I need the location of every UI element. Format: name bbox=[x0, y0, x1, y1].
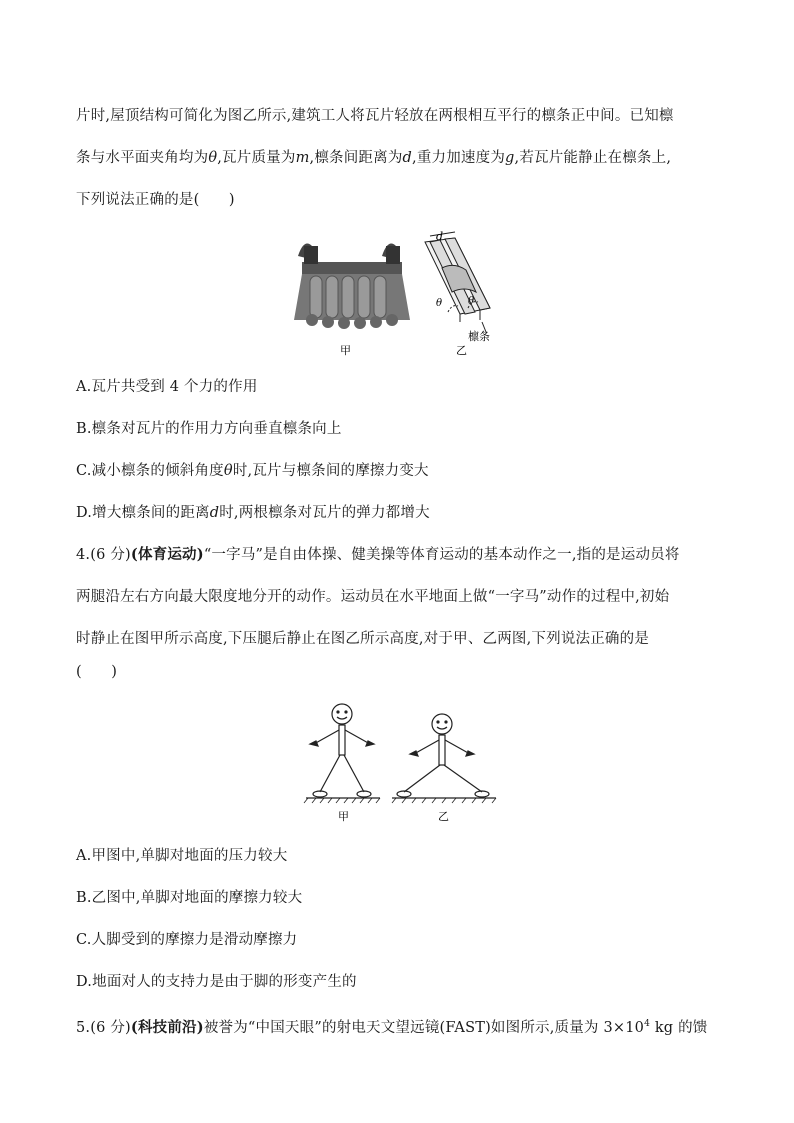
fig-label-theta-1: θ bbox=[436, 298, 443, 309]
roof-illustration bbox=[294, 244, 410, 329]
q3-option-a: A.瓦片共受到 4 个力的作用 bbox=[76, 379, 258, 395]
q3-figure bbox=[290, 228, 510, 358]
q4-stem-line-2: 两腿沿左右方向最大限度地分开的动作。运动员在水平地面上做“一字马”动作的过程中,初始 bbox=[76, 589, 670, 605]
q4-option-a: A.甲图中,单脚对地面的压力较大 bbox=[76, 848, 288, 864]
fig-label-purlin: 檩条 bbox=[468, 330, 490, 343]
q3-option-c: C.减小檩条的倾斜角度θ时,瓦片与檩条间的摩擦力变大 bbox=[76, 463, 429, 479]
fig-caption-yi: 乙 bbox=[438, 810, 449, 823]
distance-symbol: d bbox=[402, 150, 413, 166]
q5-exponent: 4 bbox=[644, 1019, 651, 1029]
fig-label-theta-2: θ bbox=[468, 296, 475, 307]
q4-tag: (体育运动) bbox=[130, 546, 204, 563]
q4-stem-line-4: ( ) bbox=[76, 664, 118, 680]
q4-option-c: C.人脚受到的摩擦力是滑动摩擦力 bbox=[76, 932, 298, 948]
q3-stem-line-1: 片时,屋顶结构可简化为图乙所示,建筑工人将瓦片轻放在两根相互平行的檩条正中间。已知檩 bbox=[76, 108, 674, 124]
fig-caption-jia: 甲 bbox=[340, 344, 351, 357]
q5-number: 5.(6 分) bbox=[76, 1019, 131, 1036]
q3-stem-line-2: 条与水平面夹角均为θ,瓦片质量为m,檩条间距离为d,重力加速度为g,若瓦片能静止在檩条上, bbox=[76, 150, 672, 166]
purlin-diagram bbox=[425, 232, 490, 332]
mass-symbol: m bbox=[295, 150, 310, 166]
q3-stem-line-3: 下列说法正确的是( ) bbox=[76, 192, 235, 208]
q4-option-b: B.乙图中,单脚对地面的摩擦力较大 bbox=[76, 890, 303, 906]
theta-symbol: θ bbox=[208, 150, 218, 166]
q4-number: 4.(6 分) bbox=[76, 547, 131, 563]
q4-stem-line-1: 4.(6 分)(体育运动)“一字马”是自由体操、健美操等体育运动的基本动作之一,指的是运动员将 bbox=[76, 546, 680, 563]
q4-stem-line-3: 时静止在图甲所示高度,下压腿后静止在图乙所示高度,对于甲、乙两图,下列说法正确的是 bbox=[76, 631, 650, 647]
q5-tag: (科技前沿) bbox=[130, 1018, 204, 1036]
fig-label-d: d bbox=[436, 230, 444, 243]
q4-figure bbox=[300, 700, 500, 825]
stick-figure-jia bbox=[304, 704, 380, 803]
q4-option-d: D.地面对人的支持力是由于脚的形变产生的 bbox=[76, 974, 357, 990]
stick-figure-yi bbox=[392, 714, 496, 803]
q5-stem-line-1: 5.(6 分)(科技前沿)被誉为“中国天眼”的射电天文望远镜(FAST)如图所示,质量为 $3\times 10^4$ kg 的馈 bbox=[76, 1018, 708, 1036]
q3-option-d: D.增大檩条间的距离d时,两根檩条对瓦片的弹力都增大 bbox=[76, 505, 430, 521]
fig-caption-jia: 甲 bbox=[338, 810, 349, 823]
gravity-symbol: g bbox=[505, 150, 515, 166]
q3-option-b: B.檩条对瓦片的作用力方向垂直檩条向上 bbox=[76, 421, 342, 437]
fig-caption-yi: 乙 bbox=[456, 344, 467, 357]
